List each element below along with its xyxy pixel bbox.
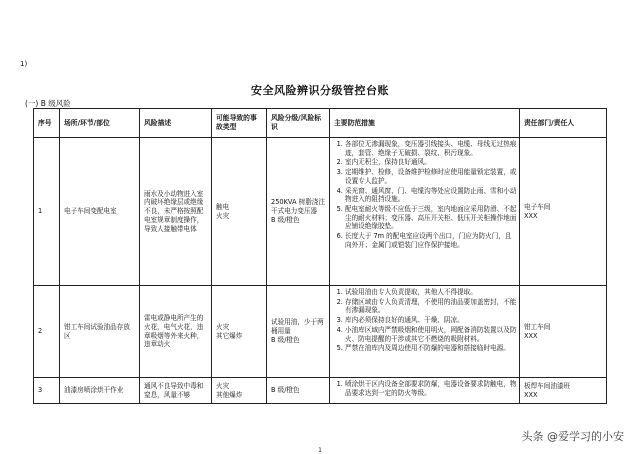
measure-item: 1. 试验用油由专人负责提取，其他人不得提取。 bbox=[345, 288, 517, 297]
cell-place: 电子车间变配电室 bbox=[60, 138, 140, 286]
measure-item: 4. 采光窗、通风窗、门、电缆沟等处应设置防止雨、雪和小动物进入的阻挡设施。 bbox=[345, 187, 517, 204]
table-row bbox=[34, 138, 607, 286]
measure-item: 5. 严禁在油库内及周边使用不防爆的电器和搭接临时电源。 bbox=[345, 344, 517, 353]
page-number: 1 bbox=[318, 447, 322, 454]
cell-responsible: 钳工车间 XXX bbox=[520, 286, 607, 378]
cell-level: 试验用油，少于两桶用量 B 级/橙色 bbox=[267, 286, 330, 378]
cell-level: 250KVA 树脂浇注干式电力变压器 B 级/橙色 bbox=[267, 138, 330, 286]
cell-level: B 级/橙色 bbox=[267, 378, 330, 404]
measure-item: 1. 各部位无渗漏现象，变压器引线接头、电缆、母线无过热痕迹，套管、绝缘子无破损、裂纹、积污现象。 bbox=[345, 140, 517, 157]
measure-item: 1. 喷涂烘干区内设备全部要求防爆，电器设备要求防触电，物品要求达到一定的防火等级。 bbox=[345, 380, 517, 397]
section-heading: (一) B 级风险 bbox=[25, 99, 71, 108]
measure-item: 5. 配电室耐火等级不应低于三级，室内地面应采用防滑、不起尘的耐火材料；变压器、高压开关柜、低压开关柜操作地面应铺设绝缘胶垫。 bbox=[345, 205, 517, 231]
table-row bbox=[34, 286, 607, 378]
measures-list bbox=[332, 380, 517, 397]
cell-place: 油漆房喷涂烘干作业 bbox=[60, 378, 140, 404]
document-title: 安全风险辨识分级管控台账 bbox=[251, 84, 389, 97]
measures-list bbox=[332, 288, 517, 353]
cell-responsible: 电子车间 XXX bbox=[520, 138, 607, 286]
cell-accident: 触电 火灾 bbox=[212, 138, 267, 286]
measure-item: 4. 小油库区域内严禁吸烟和使用明火，网配备消防装置以及防火、防电提醒的干涉或其它不燃烧的吸附材料。 bbox=[345, 326, 517, 343]
col-header-level: 风险分级/风险标识 bbox=[267, 109, 330, 138]
cell-risk: 通风不良导致中毒和窒息，风量不够 bbox=[140, 378, 212, 404]
table-row bbox=[34, 378, 607, 404]
cell-place: 钳工车间试验油品存放区 bbox=[60, 286, 140, 378]
cell-responsible: 板焊车间油漆班 XXX bbox=[520, 378, 607, 404]
measure-item: 2. 存储区域由专人负责清理，不使用的油品要加盖密封，不能有渗漏现象。 bbox=[345, 298, 517, 315]
measure-item: 3. 库内必须保持良好的通风、干燥、阴凉。 bbox=[345, 316, 517, 325]
cell-no: 2 bbox=[34, 286, 60, 378]
cell-accident: 火灾 其它爆炸 bbox=[212, 286, 267, 378]
measures-list bbox=[332, 140, 517, 249]
col-header-no: 序号 bbox=[34, 109, 60, 138]
col-header-place: 场所/环节/部位 bbox=[60, 109, 140, 138]
watermark: 头条 @爱学习的小安 bbox=[521, 430, 624, 443]
cell-measures bbox=[330, 138, 520, 286]
cell-measures bbox=[330, 378, 520, 404]
cell-accident: 火灾 其他爆炸 bbox=[212, 378, 267, 404]
page-marker: 1) bbox=[20, 60, 28, 68]
cell-no: 3 bbox=[34, 378, 60, 404]
measure-item: 3. 定期维护、检修，设备维护检修时应使用能量锁定装置，或设置专人监护。 bbox=[345, 168, 517, 185]
measure-item: 2. 室内无积尘，保持良好通风。 bbox=[345, 158, 517, 167]
col-header-accident: 可能导致的事故类型 bbox=[212, 109, 267, 138]
col-header-risk: 风险描述 bbox=[140, 109, 212, 138]
cell-risk: 雷电或静电所产生的火花，电气火花，违章吸烟等外来火种，违章动火 bbox=[140, 286, 212, 378]
col-header-measures: 主要防范措施 bbox=[330, 109, 520, 138]
cell-measures bbox=[330, 286, 520, 378]
table-header-row bbox=[34, 109, 607, 138]
col-header-responsible: 责任部门/责任人 bbox=[520, 109, 607, 138]
cell-no: 1 bbox=[34, 138, 60, 286]
cell-risk: 雨水及小动物进入室内破坏绝缘层或绝缘不良，未严格按照配电室规章制度操作，导致人接触带电体 bbox=[140, 138, 212, 286]
risk-ledger-table bbox=[33, 108, 607, 404]
measure-item: 6. 长度大于 7m 的配电室应设两个出口，门应为防火门，且向外开；金属门或铠装门应作保护接地。 bbox=[345, 232, 517, 249]
